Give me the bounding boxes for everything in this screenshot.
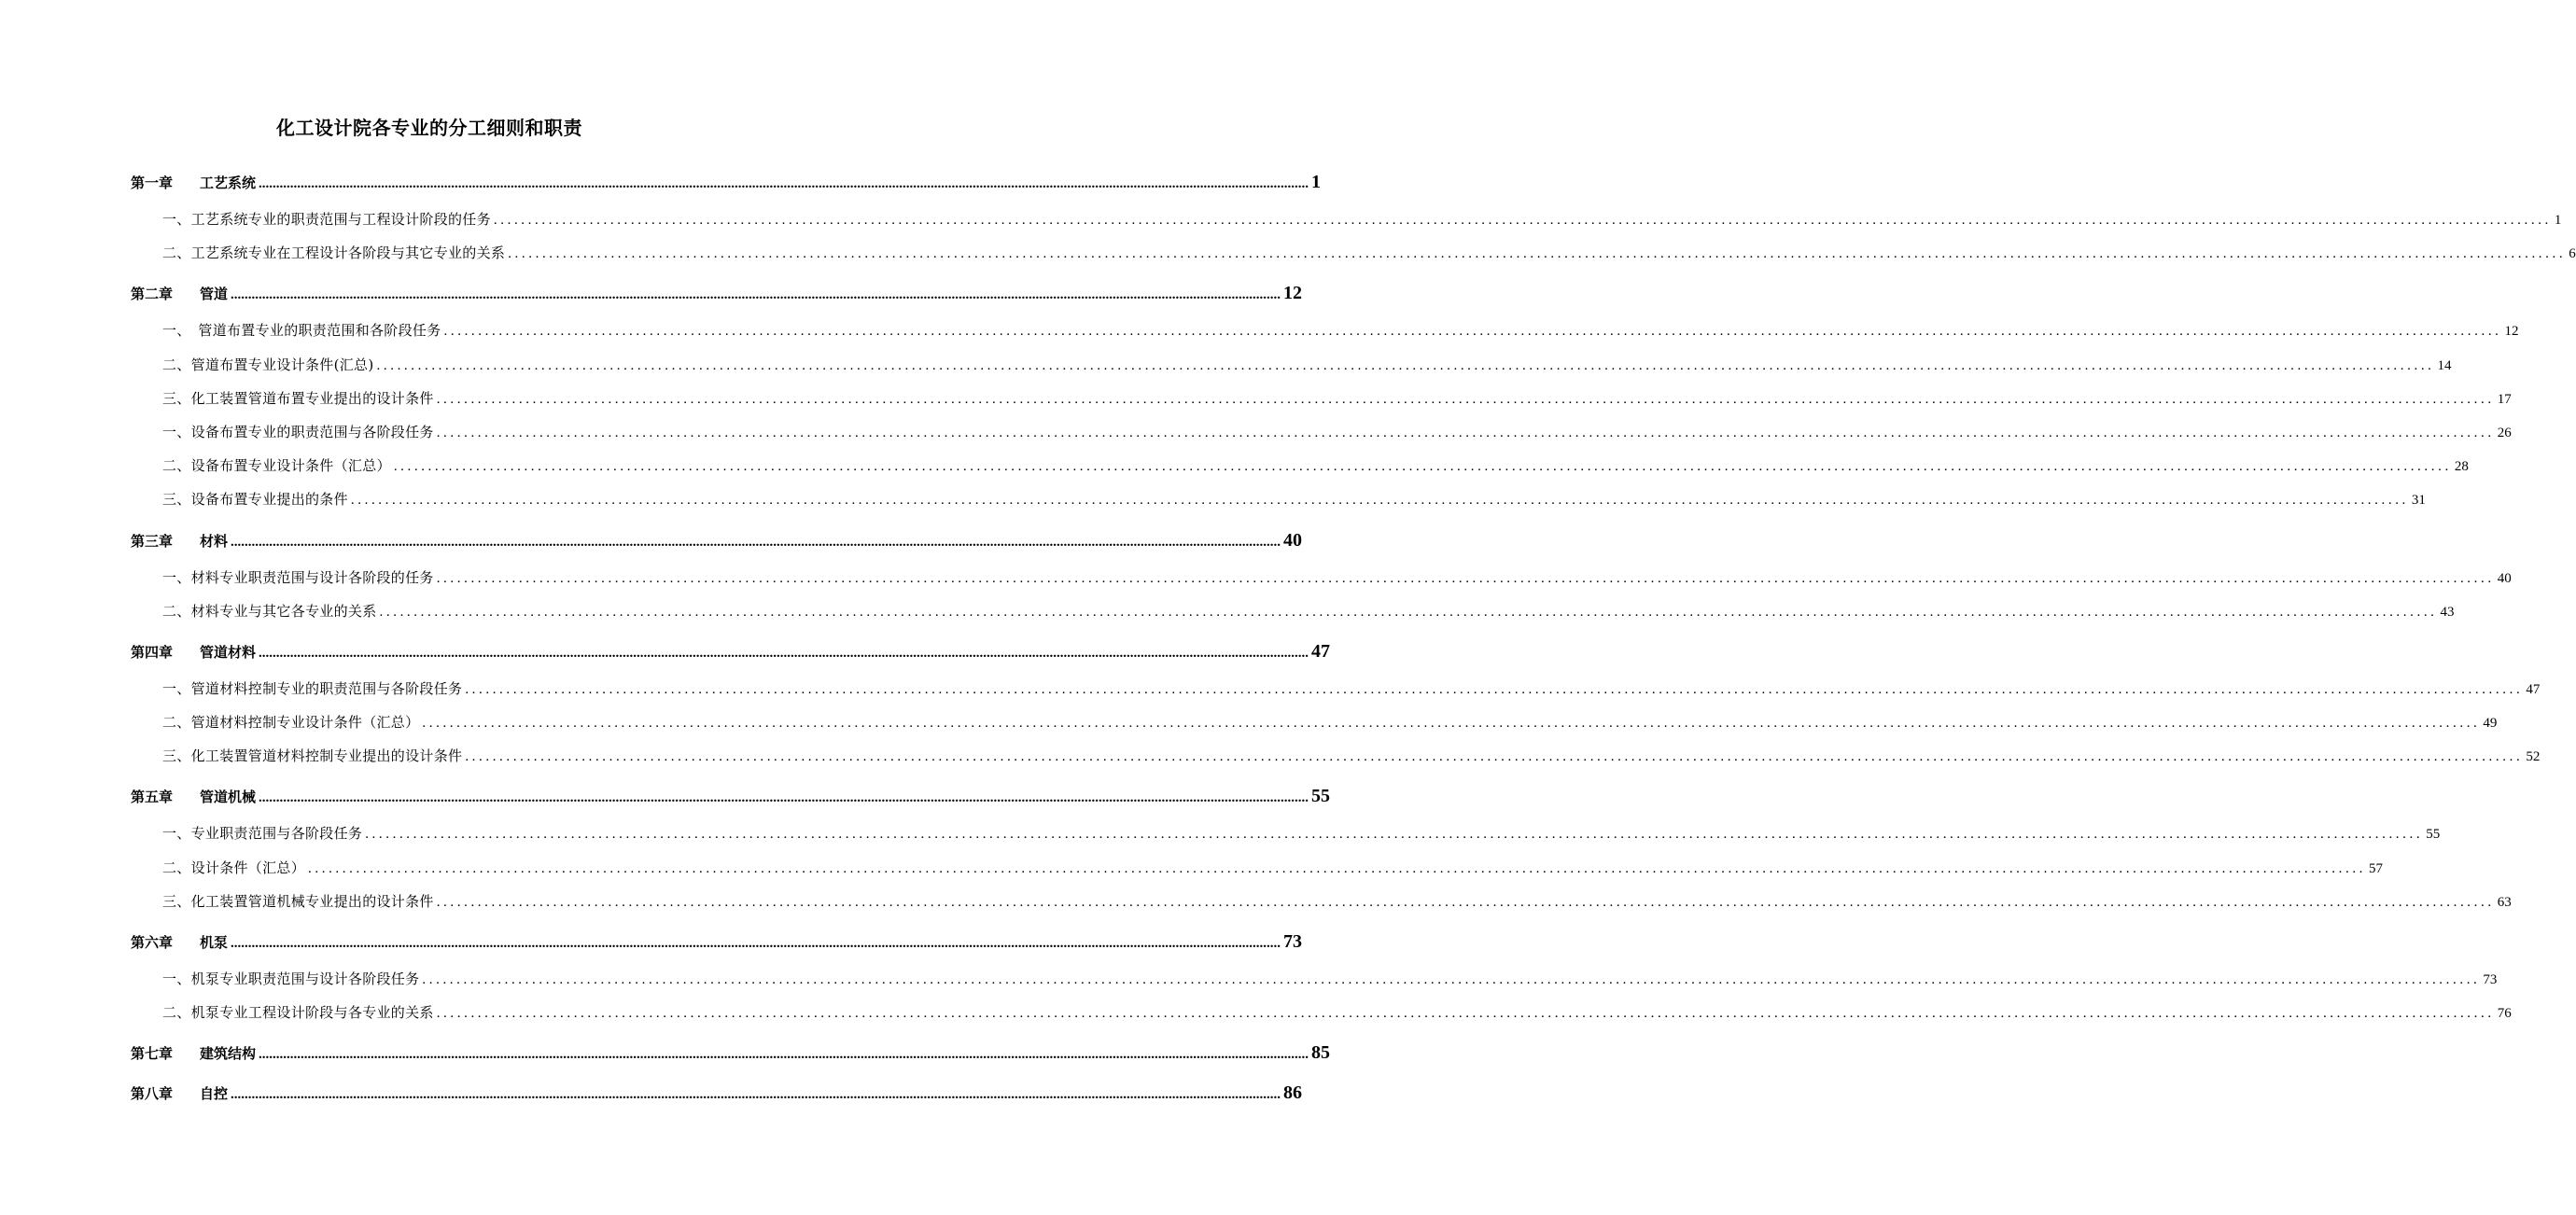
toc-section-label: 三、设备布置专业提出的条件 [162,491,348,509]
toc-chapter-number: 第七章 [131,1045,174,1063]
page-title: 化工设计院各专业的分工细则和职责 [276,117,582,139]
toc-section-label: 二、管道布置专业设计条件(汇总) [162,356,374,373]
toc-leader-dots: ............................................................................................................................................................................................................................................................................................................ [259,1047,1309,1063]
toc-leader-dots: ............................................................................................................................................................................................................................................................................................................ [422,716,2481,732]
toc-chapter-label [131,524,228,558]
toc-section-page-number: 28 [2454,459,2469,475]
toc-section-page-number: 6 [2569,246,2576,262]
toc-chapter-page-number: 73 [1283,931,1303,952]
toc-section-page-number: 52 [2526,749,2541,765]
toc-leader-dots: ............................................................................................................................................................................................................................................................................................................ [350,493,2409,509]
toc-chapter-title: 管道材料 [200,643,257,661]
toc-leader-dots: ............................................................................................................................................................................................................................................................................................................ [436,1006,2495,1022]
toc-section-page-number: 17 [2497,391,2512,407]
toc-chapter-entry[interactable] [131,779,1331,813]
toc-chapter-title: 工艺系统 [200,175,257,191]
toc-leader-dots: ............................................................................................................................................................................................................................................................................................................ [231,287,1281,303]
toc-section-page-number: 12 [2504,324,2519,340]
toc-section-entry[interactable] [131,382,2512,415]
toc-chapter-number: 第三章 [131,532,174,550]
toc-leader-dots: ............................................................................................................................................................................................................................................................................................................ [365,827,2424,843]
toc-chapter-number: 第四章 [131,643,174,661]
toc-section-label: 一、设备布置专业的职责范围与各阶段任务 [162,423,434,440]
toc-chapter-number: 第一章 [131,175,174,191]
toc-leader-dots: ............................................................................................................................................................................................................................................................................................................ [231,1087,1281,1103]
toc-section-entry[interactable] [131,594,2455,628]
toc-chapter-entry[interactable] [131,635,1331,668]
toc-chapter-number: 第二章 [131,286,174,303]
toc-section-entry[interactable] [131,482,2426,516]
toc-leader-dots: ............................................................................................................................................................................................................................................................................................................ [259,176,1309,191]
toc-chapter-entry[interactable] [131,1076,1303,1110]
toc-chapter-label [131,277,228,311]
toc-leader-dots: ............................................................................................................................................................................................................................................................................................................ [465,749,2524,765]
toc-section-page-number: 26 [2497,425,2512,440]
toc-section-entry[interactable] [131,202,2562,236]
toc-section-page-number: 31 [2411,493,2426,509]
toc-leader-dots: ............................................................................................................................................................................................................................................................................................................ [393,459,2452,475]
toc-section-entry[interactable] [131,449,2469,482]
toc-chapter-label [131,780,256,814]
toc-section-entry[interactable] [131,348,2452,382]
toc-chapter-page-number: 40 [1283,529,1303,551]
toc-section-entry[interactable] [131,236,2576,270]
toc-chapter-title: 管道机械 [200,789,257,806]
toc-chapter-label [131,1037,256,1070]
toc-section-label: 一、机泵专业职责范围与设计各阶段任务 [162,971,420,987]
toc-section-entry[interactable] [131,851,2384,885]
toc-section-page-number: 57 [2369,860,2384,876]
toc-section-label: 一、专业职责范围与各阶段任务 [162,825,363,843]
toc-section-page-number: 47 [2526,681,2541,697]
toc-section-page-number: 49 [2483,716,2498,732]
toc-section-label: 二、机泵专业工程设计阶段与各专业的关系 [162,1004,434,1022]
toc-leader-dots: ............................................................................................................................................................................................................................................................................................................ [465,681,2524,697]
toc-section-label: 一、工艺系统专业的职责范围与工程设计阶段的任务 [162,211,491,228]
toc-section-entry[interactable] [131,561,2512,594]
toc-section-page-number: 76 [2497,1006,2512,1022]
toc-section-page-number: 14 [2437,357,2452,373]
toc-section-label: 三、化工装置管道机械专业提出的设计条件 [162,892,434,910]
toc-chapter-label [131,1077,228,1110]
toc-leader-dots: ............................................................................................................................................................................................................................................................................................................ [308,860,2367,876]
toc-section-label: 一、材料专业职责范围与设计各阶段的任务 [162,568,434,586]
toc-chapter-title: 管道 [200,286,229,303]
toc-leader-dots: ............................................................................................................................................................................................................................................................................................................ [376,357,2435,373]
toc-section-page-number: 1 [2554,213,2562,228]
toc-section-label: 二、设计条件（汇总） [162,859,306,876]
toc-section-entry[interactable] [131,705,2498,739]
toc-leader-dots: ............................................................................................................................................................................................................................................................................................................ [443,324,2502,340]
toc-section-label: 三、化工装置管道布置专业提出的设计条件 [162,389,434,407]
toc-chapter-entry[interactable] [131,925,1303,958]
toc-chapter-page-number: 12 [1283,283,1303,304]
toc-section-label: 一、管道材料控制专业的职责范围与各阶段任务 [162,679,463,697]
toc-chapter-title: 自控 [200,1085,229,1103]
toc-section-entry[interactable] [131,885,2512,918]
toc-section-entry[interactable] [131,996,2512,1029]
table-of-contents [131,159,2576,1113]
toc-chapter-number: 第六章 [131,934,174,951]
toc-section-page-number: 43 [2440,604,2455,620]
toc-chapter-number: 第八章 [131,1085,174,1103]
toc-section-page-number: 55 [2426,827,2441,843]
toc-chapter-entry[interactable] [131,1036,1331,1069]
toc-leader-dots: ............................................................................................................................................................................................................................................................................................................ [436,570,2495,586]
toc-leader-dots: ............................................................................................................................................................................................................................................................................................................ [259,645,1309,661]
toc-section-entry[interactable] [131,672,2541,705]
toc-section-label: 三、化工装置管道材料控制专业提出的设计条件 [162,747,463,765]
toc-chapter-number: 第五章 [131,789,174,806]
toc-chapter-page-number: 85 [1311,1042,1331,1064]
toc-chapter-entry[interactable] [131,276,1303,310]
toc-leader-dots: ............................................................................................................................................................................................................................................................................................................ [231,936,1281,951]
toc-section-label: 二、材料专业与其它各专业的关系 [162,602,377,620]
toc-section-label: 二、设备布置专业设计条件（汇总） [162,457,391,475]
toc-leader-dots: ............................................................................................................................................................................................................................................................................................................ [422,972,2481,987]
toc-chapter-label [131,635,256,669]
toc-chapter-title: 材料 [200,532,229,550]
toc-chapter-page-number: 86 [1283,1082,1303,1104]
toc-section-entry[interactable] [131,314,2519,347]
toc-chapter-label [131,166,256,200]
toc-section-label: 一、 管道布置专业的职责范围和各阶段任务 [162,322,441,340]
toc-leader-dots: ............................................................................................................................................................................................................................................................................................................ [259,790,1309,806]
toc-section-entry[interactable] [131,962,2498,996]
toc-leader-dots: ............................................................................................................................................................................................................................................................................................................ [231,534,1281,550]
toc-section-entry[interactable] [131,415,2512,449]
toc-chapter-title: 建筑结构 [200,1045,257,1063]
toc-leader-dots: ............................................................................................................................................................................................................................................................................................................ [493,213,2552,228]
toc-chapter-entry[interactable] [131,165,1322,199]
toc-leader-dots: ............................................................................................................................................................................................................................................................................................................ [436,391,2495,407]
toc-chapter-title: 机泵 [200,934,229,951]
toc-section-page-number: 40 [2497,570,2512,586]
toc-section-entry[interactable] [131,817,2441,850]
toc-section-label: 二、工艺系统专业在工程设计各阶段与其它专业的关系 [162,244,506,262]
toc-section-page-number: 73 [2483,972,2498,987]
toc-leader-dots: ............................................................................................................................................................................................................................................................................................................ [379,604,2438,620]
toc-leader-dots: ............................................................................................................................................................................................................................................................................................................ [508,246,2567,262]
toc-section-page-number: 63 [2497,894,2512,910]
toc-chapter-label [131,926,228,959]
toc-leader-dots: ............................................................................................................................................................................................................................................................................................................ [436,425,2495,440]
toc-chapter-page-number: 1 [1311,172,1322,192]
toc-chapter-entry[interactable] [131,524,1303,557]
toc-chapter-page-number: 47 [1311,640,1331,662]
toc-section-label: 二、管道材料控制专业设计条件（汇总） [162,714,420,732]
toc-chapter-page-number: 55 [1311,786,1331,807]
toc-section-entry[interactable] [131,739,2541,773]
toc-leader-dots: ............................................................................................................................................................................................................................................................................................................ [436,894,2495,910]
